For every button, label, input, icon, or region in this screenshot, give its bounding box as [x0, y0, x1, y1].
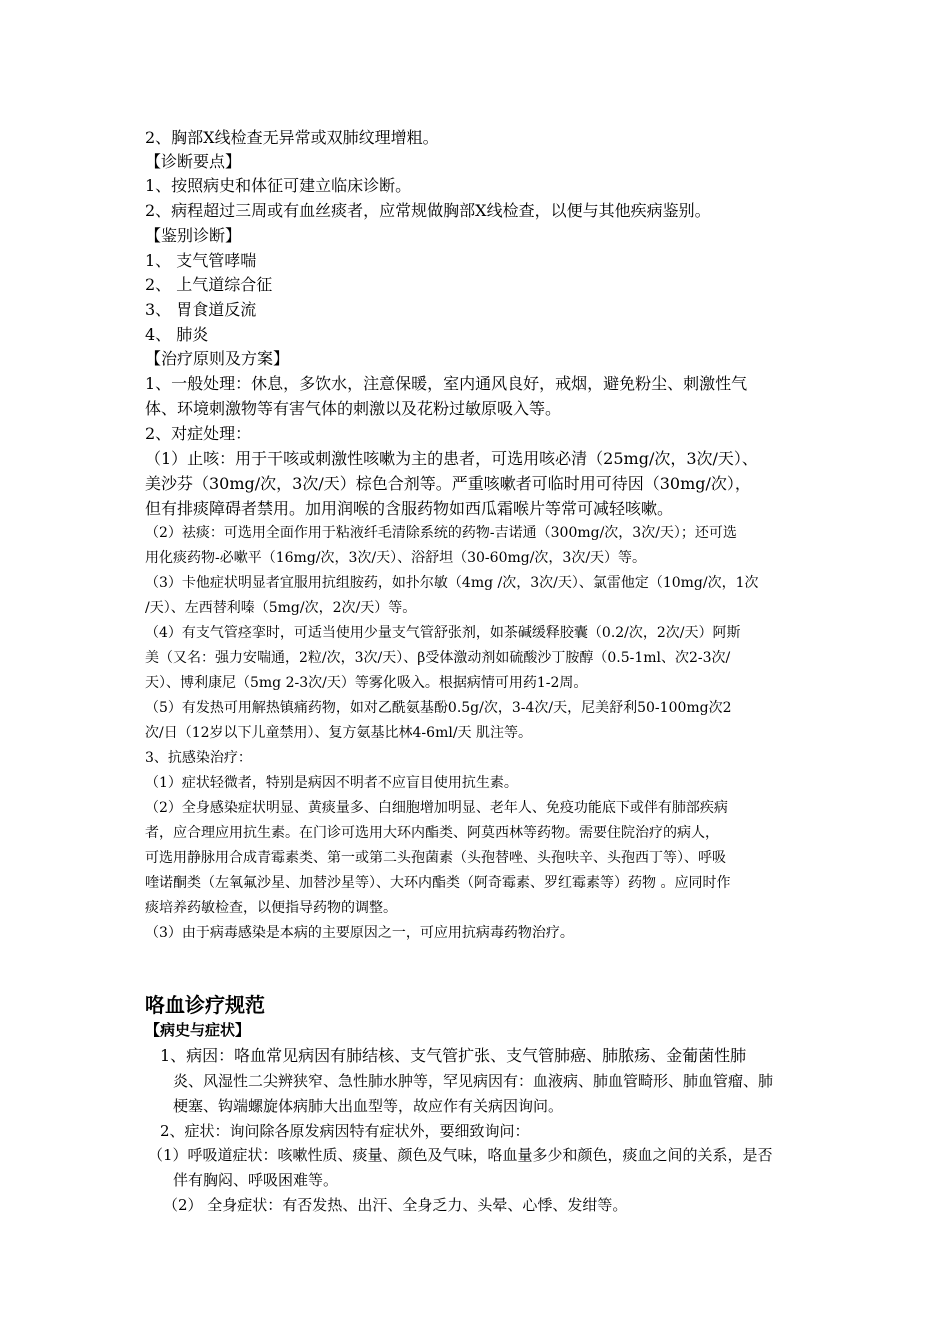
- history-header: 【病史与症状】: [145, 1021, 251, 1039]
- sputum-line-2: 用化痰药物-必嗽平（16mg/次，3次/天）、浴舒坦（30-60mg/次，3次/天）等。: [145, 550, 647, 566]
- differential-item-3: 3、 胃食道反流: [145, 300, 257, 319]
- fever-line-1: （5）有发热可用解热镇痛药物，如对乙酰氨基酚0.5g/次，3-4次/天，尼美舒利50-100mg次2: [145, 700, 732, 716]
- systemic-symptoms: （2） 全身症状：有否发热、出汗、全身乏力、头晕、心悸、发绀等。: [163, 1196, 628, 1214]
- anti-infection-item-1: （1）症状轻微者，特别是病因不明者不应盲目使用抗生素。: [145, 775, 518, 791]
- diagnosis-header: 【诊断要点】: [145, 152, 242, 171]
- anti-infection-header: 3、抗感染治疗：: [145, 750, 252, 766]
- differential-item-2: 2、 上气道综合征: [145, 275, 273, 294]
- respiratory-line-1: （1）呼吸道症状：咳嗽性质、痰量、颜色及气味，咯血量多少和颜色，痰血之间的关系，是否: [148, 1146, 773, 1164]
- bronchospasm-line-1: （4）有支气管痉挛时，可适当使用少量支气管舒张剂，如茶碱缓释胶囊（0.2/次，2次/天）阿斯: [145, 625, 741, 641]
- anti-infection-item-2-line-1: （2）全身感染症状明显、黄痰量多、白细胞增加明显、老年人、免疫功能底下或伴有肺部疾病: [145, 800, 728, 816]
- anti-infection-item-2-line-5: 痰培养药敏检查，以便指导药物的调整。: [145, 900, 397, 916]
- anti-infection-item-2-line-2: 者，应合理应用抗生素。在门诊可选用大环内酯类、阿莫西林等药物。需要住院治疗的病人，: [145, 825, 719, 841]
- sputum-line-1: （2）祛痰：可选用全面作用于粘液纤毛清除系统的药物-吉诺通（300mg/次，3次/天）；还可选: [145, 525, 737, 541]
- catarrh-line-2: /天）、左西替利嗪（5mg/次，2次/天）等。: [145, 600, 417, 616]
- cause-line-1: 1、病因：咯血常见病因有肺结核、支气管扩张、支气管肺癌、肺脓疡、金葡菌性肺: [160, 1046, 747, 1065]
- cough-line-2: 美沙芬（30mg/次，3次/天）棕色合剂等。严重咳嗽者可临时用可待因（30mg/次），: [145, 474, 751, 493]
- cough-line-1: （1）止咳：用于干咳或刺激性咳嗽为主的患者，可选用咳必清（25mg/次，3次/天）、: [145, 449, 758, 468]
- catarrh-line-1: （3）卡他症状明显者宜服用抗组胺药，如扑尔敏（4mg /次，3次/天）、氯雷他定（10mg/次，1次: [145, 575, 759, 591]
- treatment-header: 【治疗原则及方案】: [145, 349, 290, 368]
- respiratory-line-2: 伴有胸闷、呼吸困难等。: [173, 1171, 339, 1189]
- differential-item-4: 4、 肺炎: [145, 325, 209, 344]
- anti-infection-item-2-line-3: 可选用静脉用合成青霉素类、第一或第二头孢菌素（头孢替唑、头孢呋辛、头孢西丁等）、呼吸: [145, 850, 726, 866]
- diagnosis-point-1: 1、按照病史和体征可建立临床诊断。: [145, 176, 412, 195]
- anti-infection-item-3: （3）由于病毒感染是本病的主要原因之一，可应用抗病毒药物治疗。: [145, 925, 574, 941]
- anti-infection-item-2-line-4: 喹诺酮类（左氧氟沙星、加替沙星等）、大环内酯类（阿奇霉素、罗红霉素等）药物 。应同时作: [145, 875, 731, 891]
- bronchospasm-line-2: 美（又名：强力安喘通，2粒/次，3次/天）、β受体激动剂如硫酸沙丁胺醇（0.5-1ml、次2-3次/: [145, 650, 731, 666]
- xray-line: 2、胸部X线检查无异常或双肺纹理增粗。: [145, 128, 439, 147]
- symptomatic-treatment: 2、对症处理：: [145, 424, 252, 443]
- diagnosis-point-2: 2、病程超过三周或有血丝痰者，应常规做胸部X线检查，以便与其他疾病鉴别。: [145, 201, 711, 220]
- fever-line-2: 次/日（12岁以下儿童禁用）、复方氨基比林4-6ml/天 肌注等。: [145, 725, 532, 741]
- cause-line-3: 梗塞、钩端螺旋体病肺大出血型等，故应作有关病因询问。: [173, 1097, 564, 1115]
- general-treatment-line-2: 体、环境刺激物等有害气体的刺激以及花粉过敏原吸入等。: [145, 399, 562, 418]
- cough-line-3: 但有排痰障碍者禁用。加用润喉的含服药物如西瓜霜喉片等常可减轻咳嗽。: [145, 499, 674, 518]
- cause-line-2: 炎、风湿性二尖辨狭窄、急性肺水肿等，罕见病因有：血液病、肺血管畸形、肺血管瘤、肺: [173, 1072, 774, 1090]
- differential-item-1: 1、 支气管哮喘: [145, 251, 257, 270]
- general-treatment-line-1: 1、一般处理：休息，多饮水，注意保暖，室内通风良好，戒烟，避免粉尘、刺激性气: [145, 374, 748, 393]
- hemoptysis-title: 咯血诊疗规范: [145, 993, 265, 1017]
- bronchospasm-line-3: 天）、博利康尼（5mg 2-3次/天）等雾化吸入。根据病情可用药1-2周。: [145, 675, 588, 691]
- symptom-line: 2、症状：询问除各原发病因特有症状外，要细致询问：: [160, 1122, 530, 1140]
- differential-header: 【鉴别诊断】: [145, 226, 242, 245]
